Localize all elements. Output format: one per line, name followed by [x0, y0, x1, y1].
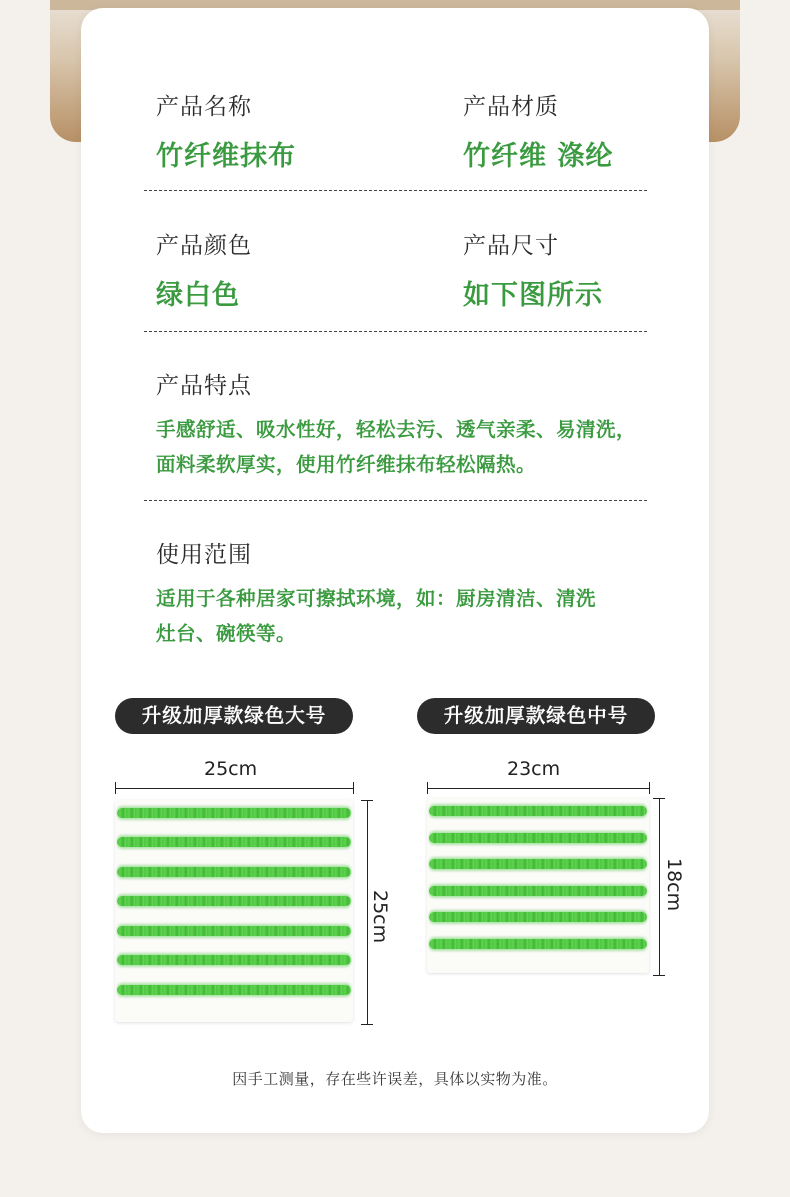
cloth-stripe [117, 955, 351, 965]
medium-height-label: 18cm [663, 858, 685, 912]
product-color-label: 产品颜色 [156, 233, 252, 259]
product-material-value: 竹纤维 涤纶 [463, 141, 614, 172]
cloth-stripe [429, 939, 647, 949]
large-size-badge: 升级加厚款绿色大号 [115, 698, 353, 734]
cloth-stripe [429, 886, 647, 896]
divider [144, 190, 647, 191]
dimension-tick [115, 782, 116, 794]
divider [144, 331, 647, 332]
cloth-stripe [117, 985, 351, 995]
cloth-stripe [117, 867, 351, 877]
large-height-label: 25cm [369, 890, 391, 944]
product-size-label: 产品尺寸 [463, 233, 559, 259]
medium-cloth-image [427, 798, 649, 973]
cloth-stripe [429, 859, 647, 869]
measurement-note: 因手工测量，存在些许误差，具体以实物为准。 [232, 1070, 558, 1088]
medium-height-line [659, 798, 660, 975]
cloth-stripe [429, 833, 647, 843]
dimension-tick [653, 798, 665, 799]
cloth-stripe [429, 806, 647, 816]
usage-line-1: 适用于各种居家可擦拭环境，如：厨房清洁、清洗 [156, 587, 597, 610]
cloth-stripe [117, 808, 351, 818]
medium-width-line [427, 788, 649, 789]
features-text [156, 412, 636, 482]
dimension-tick [361, 1024, 373, 1025]
divider [144, 500, 647, 501]
usage-text [156, 581, 596, 651]
large-cloth-image [115, 800, 353, 1022]
spec-card [81, 8, 709, 1133]
dimension-tick [649, 782, 650, 794]
features-label: 产品特点 [156, 373, 252, 399]
dimension-tick [361, 800, 373, 801]
cloth-stripe [117, 896, 351, 906]
medium-size-badge: 升级加厚款绿色中号 [417, 698, 655, 734]
usage-label: 使用范围 [156, 542, 252, 568]
large-width-line [115, 788, 353, 789]
dimension-tick [353, 782, 354, 794]
dimension-tick [653, 975, 665, 976]
cloth-stripe [429, 912, 647, 922]
large-height-line [367, 800, 368, 1024]
product-size-value: 如下图所示 [463, 280, 603, 311]
large-width-label: 25cm [204, 758, 258, 780]
product-color-value: 绿白色 [156, 280, 240, 311]
product-name-label: 产品名称 [156, 94, 252, 120]
cloth-stripe [117, 926, 351, 936]
product-name-value: 竹纤维抹布 [156, 141, 296, 172]
cloth-stripe [117, 837, 351, 847]
product-material-label: 产品材质 [463, 94, 559, 120]
medium-width-label: 23cm [507, 758, 561, 780]
usage-line-2: 灶台、碗筷等。 [156, 622, 297, 645]
features-line-2: 面料柔软厚实，使用竹纤维抹布轻松隔热。 [156, 453, 537, 476]
dimension-tick [427, 782, 428, 794]
features-line-1: 手感舒适、吸水性好，轻松去污、透气亲柔、易清洗， [156, 418, 637, 441]
